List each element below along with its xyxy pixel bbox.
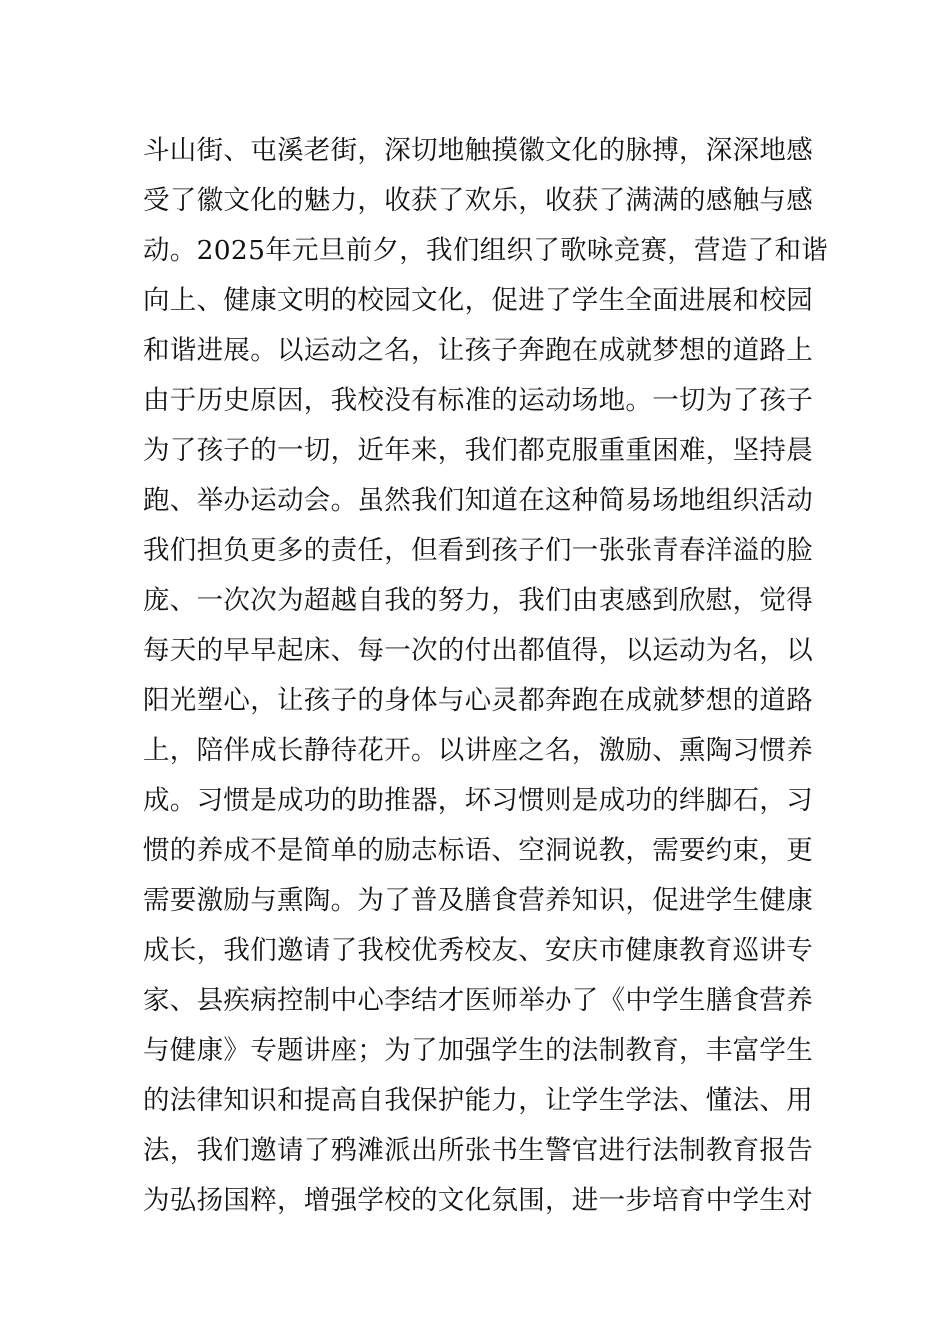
text-line: 需要激励与熏陶。为了普及膳食营养知识，促进学生健康 [143, 885, 813, 916]
text-line: 阳光塑心，让孩子的身体与心灵都奔跑在成就梦想的道路 [143, 685, 813, 716]
text-line: 每天的早早起床、每一次的付出都值得，以运动为名，以 [143, 635, 813, 666]
text-line: 庞、一次次为超越自我的努力，我们由衷感到欣慰，觉得 [143, 585, 813, 616]
text-line: 和谐进展。以运动之名，让孩子奔跑在成就梦想的道路上 [143, 335, 813, 366]
text-line: 我们担负更多的责任，但看到孩子们一张张青春洋溢的脸 [143, 535, 813, 566]
text-line: 向上、健康文明的校园文化，促进了学生全面进展和校园 [143, 285, 813, 316]
text-line: 与健康》专题讲座；为了加强学生的法制教育，丰富学生 [143, 1035, 813, 1066]
text-line: 跑、举办运动会。虽然我们知道在这种简易场地组织活动 [143, 485, 813, 516]
text-line: 为了孩子的一切，近年来，我们都克服重重困难，坚持晨 [143, 435, 813, 466]
text-line: 为弘扬国粹，增强学校的文化氛围，进一步培育中学生对 [143, 1185, 813, 1216]
text-line: 动。2025年元旦前夕，我们组织了歌咏竞赛，营造了和谐 [143, 235, 829, 266]
text-line: 的法律知识和提高自我保护能力，让学生学法、懂法、用 [143, 1085, 813, 1116]
text-line: 家、县疾病控制中心李结才医师举办了《中学生膳食营养 [143, 985, 813, 1016]
text-line: 惯的养成不是简单的励志标语、空洞说教，需要约束，更 [143, 835, 813, 866]
body-text [143, 126, 829, 1226]
text-line: 成。习惯是成功的助推器，坏习惯则是成功的绊脚石，习 [143, 785, 813, 816]
text-line: 由于历史原因，我校没有标准的运动场地。一切为了孩子 [143, 385, 813, 416]
text-line: 法，我们邀请了鸦滩派出所张书生警官进行法制教育报告 [143, 1135, 813, 1166]
text-line: 成长，我们邀请了我校优秀校友、安庆市健康教育巡讲专 [143, 935, 813, 966]
text-line: 上，陪伴成长静待花开。以讲座之名，激励、熏陶习惯养 [143, 735, 813, 766]
text-line: 斗山街、屯溪老街，深切地触摸徽文化的脉搏，深深地感 [143, 135, 813, 166]
text-line: 受了徽文化的魅力，收获了欢乐，收获了满满的感触与感 [143, 185, 813, 216]
